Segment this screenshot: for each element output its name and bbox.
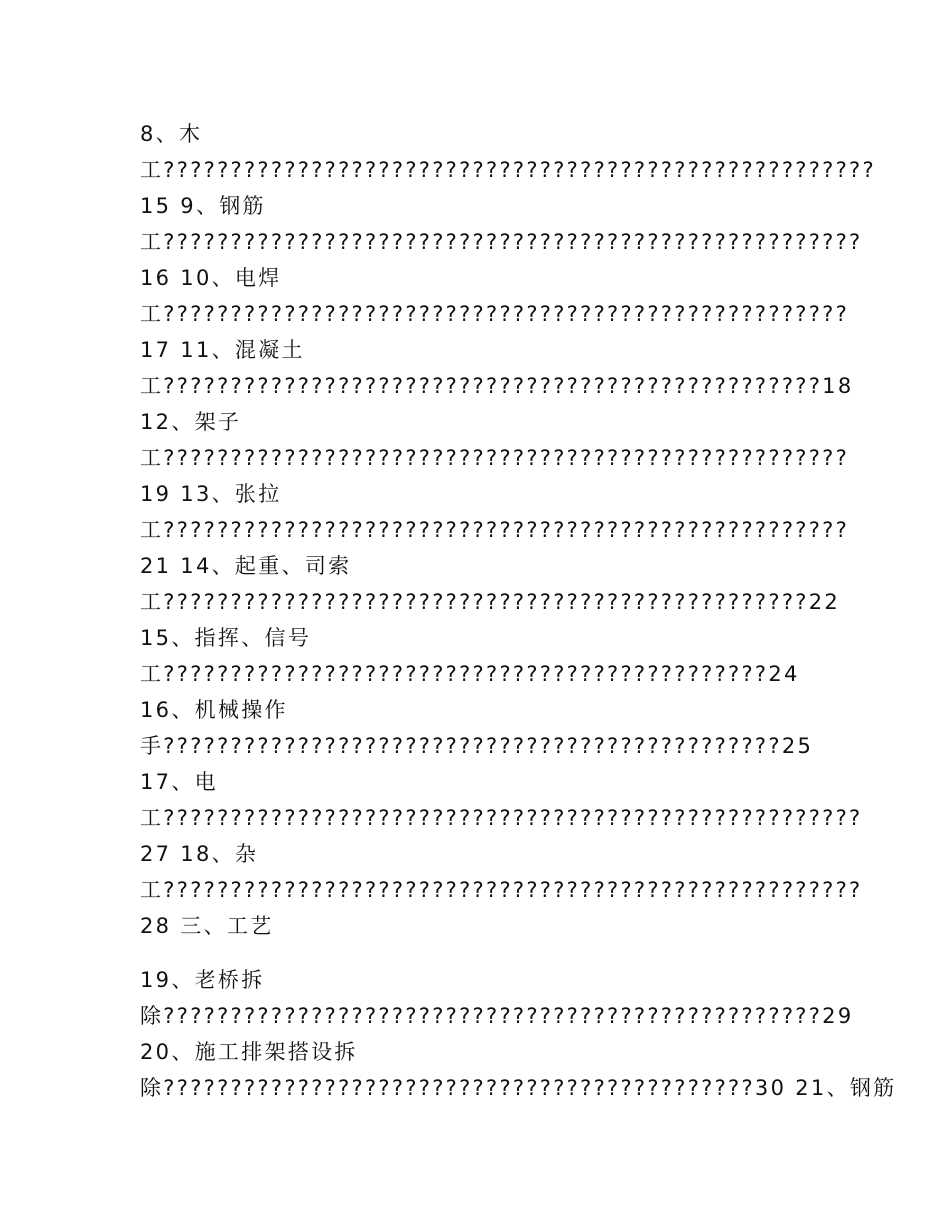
toc-line: 19 13、张拉 (140, 482, 282, 506)
toc-line: 工?????????????????????????????????????????????????18 (140, 374, 854, 398)
toc-line: 工??????????????????????????????????????????????????? (140, 518, 850, 542)
toc-line: 19、老桥拆 (140, 968, 265, 992)
toc-line: 工????????????????????????????????????????????????22 (140, 590, 841, 614)
toc-line: 手??????????????????????????????????????????????25 (140, 734, 814, 758)
toc-line: 16、机械操作 (140, 698, 288, 722)
toc-line: 除?????????????????????????????????????????????????29 (140, 1004, 854, 1028)
toc-line: 工???????????????????????????????????????????????????? (140, 230, 863, 254)
toc-line: 工?????????????????????????????????????????????24 (140, 662, 800, 686)
toc-line: 16 10、电焊 (140, 266, 282, 290)
toc-line: 27 18、杂 (140, 842, 259, 866)
section-spacer (140, 944, 840, 962)
toc-line: 20、施工排架搭设拆 (140, 1040, 358, 1064)
toc-line: 工???????????????????????????????????????????????????? (140, 878, 863, 902)
toc-line: 15、指挥、信号 (140, 626, 312, 650)
toc-line: 12、架子 (140, 410, 242, 434)
toc-line: 21 14、起重、司索 (140, 554, 352, 578)
toc-line: 工???????????????????????????????????????????????????? (140, 806, 863, 830)
toc-line: 工??????????????????????????????????????????????????? (140, 302, 850, 326)
toc-line: 15 9、钢筋 (140, 194, 266, 218)
table-of-contents (140, 116, 897, 1106)
toc-line: 工????????????????????????????????????????????????????? (140, 158, 876, 182)
toc-line: 17 11、混凝土 (140, 338, 305, 362)
toc-line: 28 三、工艺 (140, 914, 274, 938)
toc-line: 8、木 (140, 122, 203, 146)
toc-line: 17、电 (140, 770, 218, 794)
toc-line: 除????????????????????????????????????????????30 21、钢筋 (140, 1076, 897, 1100)
toc-line: 工??????????????????????????????????????????????????? (140, 446, 850, 470)
